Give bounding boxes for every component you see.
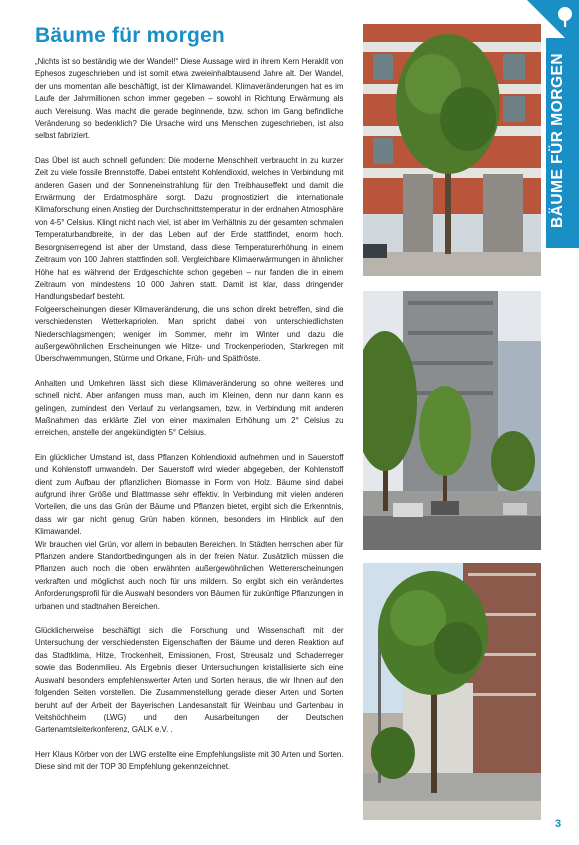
photo-young-tree <box>363 563 541 820</box>
paragraph: Glücklicherweise beschäftigt sich die Forschung und Wissenschaft mit der Untersuchung der verschiedensten Eigenschaften der Bäume und deren Reaktion auf das Stadtklima, Hitze, Trockenheit, Emissionen, Frost, Streusalz und Schaderreger sowie das Bodenmilieu. Als Ergebnis dieser Untersuchungen kristallisierte sich eine Auswahl besonders empfehlenswerter Arten und Sorten heraus, die wir Ihnen auf den folgenden Seiten vorstellen. Die Zusammenstellung gerade dieser Arten und Sorten beruht auf der Arbeit der Bayerischen Landesanstalt für Weinbau und Gartenbau in Veitshöchheim (LWG) und den Ausarbeitungen der Deutschen Gartenamtsleiterkonferenz, GALK e.V. . <box>35 626 344 735</box>
page-number: 3 <box>555 818 562 830</box>
photo-street-trees <box>363 291 541 550</box>
photo-tree-brick-building <box>363 24 541 276</box>
side-tab-label: BÄUME FÜR MORGEN <box>549 52 566 228</box>
paragraph: Folgeerscheinungen dieser Klimaveränderung, die uns schon direkt betreffen, sind die verschiedensten Wetterkapriolen. Man spricht dabei von unterschiedlichsten Niederschlagsmengen; weniger im Sommer, mehr im Winter und dazu die außergewöhnlichen Erscheinungen wie Hitze- und Trockenperioden, Starkregen mit Überschwemmungen, Stürme und Orkane, Früh- und Spätfröste. <box>35 304 344 364</box>
page-title: Bäume für morgen <box>35 24 225 47</box>
paragraph: Ein glücklicher Umstand ist, dass Pflanzen Kohlendioxid aufnehmen und in Sauerstoff und Kohlenstoff umwandeln. Der Sauerstoff wird wieder abgegeben, der Kohlenstoff dient zum Aufbau der pflanzlichen Biomasse in Form von Holz. Bäume sind dabei aufgrund ihrer Größe und Blattmasse sehr effektiv. In Verbindung mit vielen anderen Vorteilen, die uns das Grün der Bäume und Pflanzen bietet, ergibt sich die Erkenntnis, dass wir gar nicht genug Grün haben können, besonders im Hinblick auf den Klimawandel. <box>35 452 344 537</box>
paragraph: Anhalten und Umkehren lässt sich diese Klimaveränderung so ohne weiteres und schnell nicht. Aber anfangen muss man, auch im Kleinen, denn nur dann kann es gelingen, zumindest den Verlauf zu verlangsamen, bzw. in Verbindung mit anderen Maßnahmen das erklärte Ziel von einer maximalen Erhöhung um 2° Celsius zu erreichen, anstelle der angekündigten 5° Celsius. <box>35 378 344 438</box>
paragraph: Das Übel ist auch schnell gefunden: Die moderne Menschheit verbraucht in zu kurzer Zeit zu viele fossile Brennstoffe. Dabei entsteht Kohlendioxid, welches in Verbindung mit anderen Gasen und der Sonneneinstrahlung für den Treibhauseffekt und damit die Erwärmung der Erdatmosphäre sorgt. Dazu prognostiziert die internationale Klimaforschung einen Anstieg der Durchschnittstemperatur in der erdnahen Atmosphäre von 4-5° Celsius. Klingt nicht nach viel, ist aber im Verhältnis zu der gesamten schmalen Temperaturbandbreite, in der das Leben auf der Erde stattfindet, enorm hoch. Besorgniserregend ist aber der Umstand, dass diese Temperaturerhöhung in einem Zeitraum von 100 Jahren stattfinden soll. Vergleichbare Klimaerwärmungen in ähnlicher Höhe hat es während der Erdgeschichte schon gegeben – nur fanden die in einem Zeitraum von mindestens 10 000 Jahren statt. Damit ist klar, dass dringender Handlungsbedarf besteht. <box>35 155 344 302</box>
paragraph: Herr Klaus Körber von der LWG erstellte eine Empfehlungsliste mit 30 Arten und Sorten. Diese sind mit der TOP 30 Empfehlung gekennzeichnet. <box>35 749 344 772</box>
paragraph: „Nichts ist so beständig wie der Wandel!“ Diese Aussage wird in ihrem Kern Heraklit von Ephesos zugeschrieben und ist somit etwa zweieinhalbtausend Jahre alt. Der Wandel, der uns momentan alle beschäftigt, ist der Klimawandel. Klimaveränderungen hat es im Laufe der Jahrmillionen schon immer gegeben – sowohl in Richtung Erwärmung als auch Vereisung. Was macht die gerade beginnende, bzw. schon im Gang befindliche Veränderung so bedenklich? Die Ursache wird uns Menschen zugeschrieben, ist also selbst fabriziert. <box>35 57 344 141</box>
paragraph: Wir brauchen viel Grün, vor allem in bebauten Bereichen. In Städten herrschen aber für Pflanzen andere Standortbedingungen als in der freien Natur. Zusätzlich müssen die Pflanzen auch noch die oben erwähnten außergewöhnlichen Wettererscheinungen verkraften und möglichst auch noch für uns mildern. So ergibt sich ein verändertes Anforderungsprofil für die Auswahl besonders von Bäumen für zukünftige Pflanzungen in urbanen und stadtnahen Bereichen. <box>35 539 344 611</box>
article-body <box>35 56 343 786</box>
